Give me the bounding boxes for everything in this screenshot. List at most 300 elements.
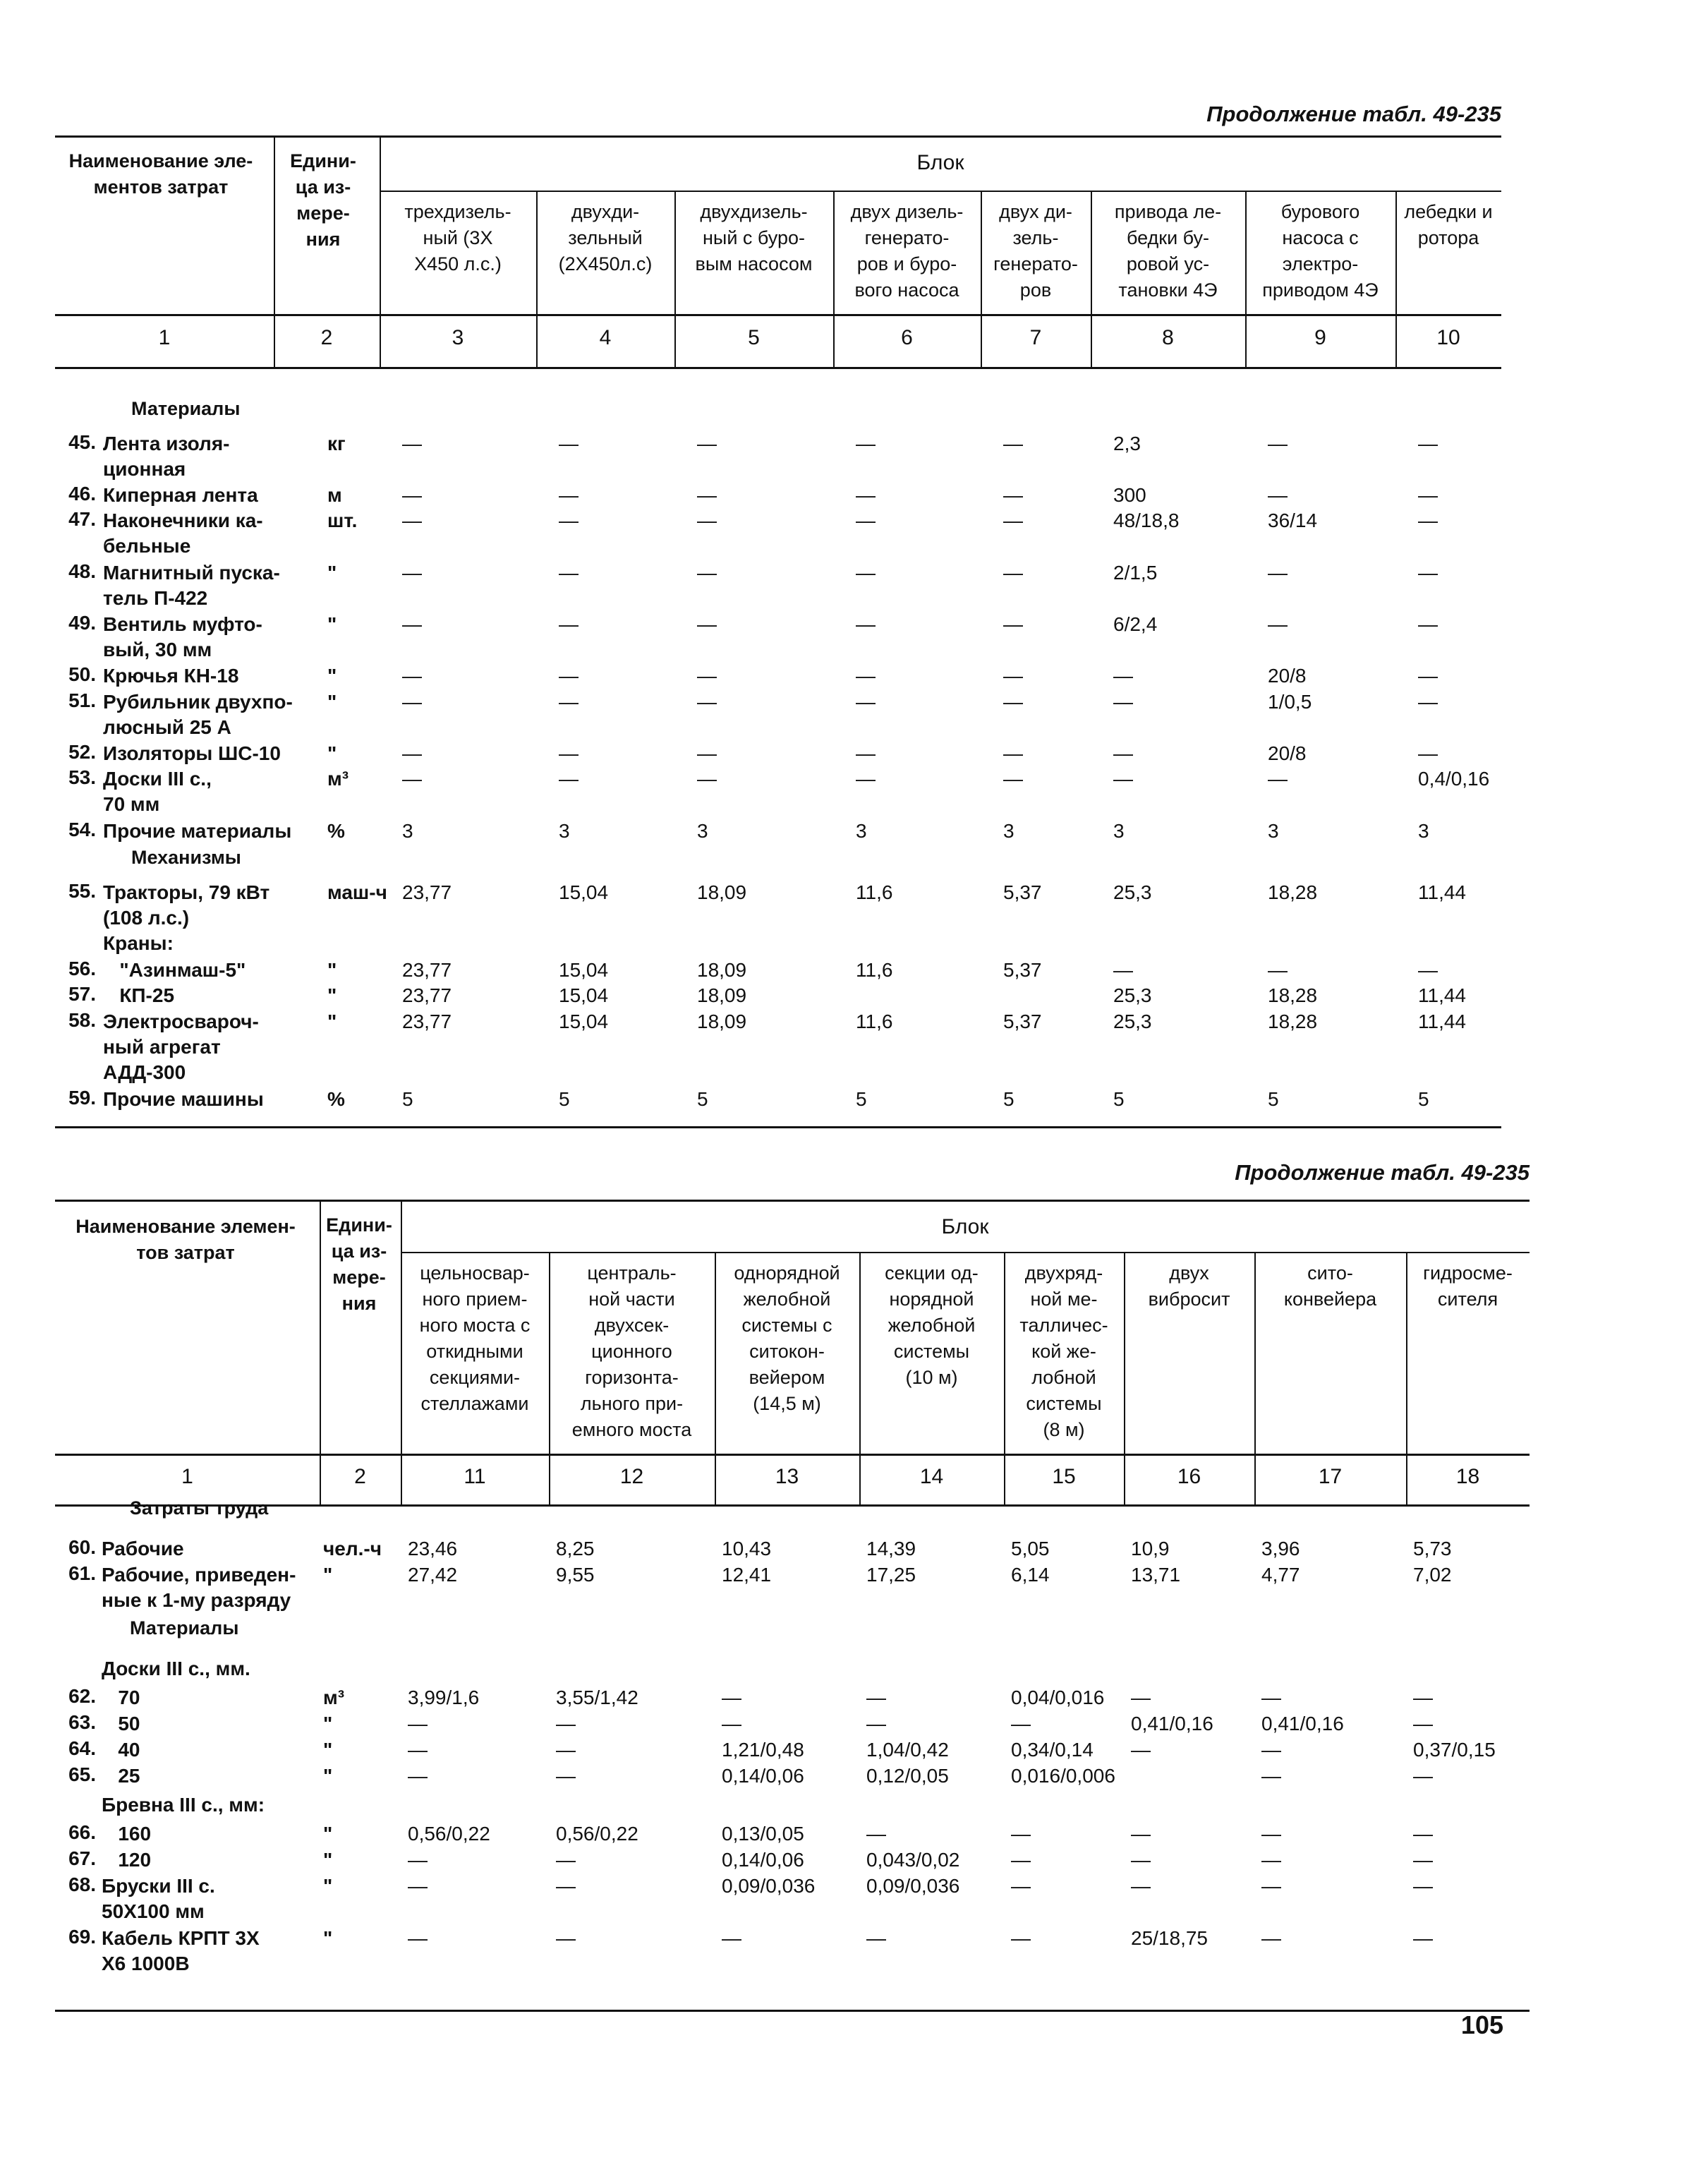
row-value: 0,12/0,05: [866, 1765, 949, 1787]
row-value: 5: [1268, 1087, 1279, 1110]
row-name: Лента изоля- ционная: [103, 432, 230, 480]
row-value: —: [1268, 432, 1288, 454]
row-value: —: [866, 1687, 886, 1708]
row-value: —: [559, 483, 579, 506]
row-value: 0,016/0,006: [1011, 1765, 1115, 1787]
row-name: 25: [102, 1765, 140, 1787]
row-value: —: [559, 509, 579, 532]
row-value: —: [1418, 742, 1438, 764]
row-value: 17,25: [866, 1564, 916, 1586]
row-value: 5: [1418, 1087, 1429, 1110]
header-col-17: сито- конвейера: [1283, 1262, 1377, 1310]
row-number: 67.: [68, 1847, 96, 1869]
row-value: —: [559, 690, 579, 713]
row-value: —: [856, 742, 876, 764]
row-value: —: [402, 561, 422, 584]
section-subtitle: Бревна III с., мм:: [102, 1794, 265, 1816]
row-value: —: [559, 665, 579, 687]
row-value: —: [1113, 742, 1133, 764]
row-name: Рубильник двухпо- люсный 25 А: [103, 690, 293, 738]
column-number: 17: [1318, 1465, 1343, 1488]
row-unit: ": [327, 665, 337, 687]
row-value: —: [1003, 483, 1023, 506]
row-value: —: [1261, 1927, 1281, 1949]
row-value: —: [1418, 509, 1438, 532]
row-unit: м³: [327, 768, 349, 790]
row-value: —: [1418, 958, 1438, 981]
row-value: —: [408, 1713, 428, 1734]
row-value: —: [722, 1713, 741, 1734]
column-number: 7: [1029, 326, 1042, 349]
row-number: 64.: [68, 1737, 96, 1759]
row-unit: ": [323, 1927, 333, 1949]
row-unit: ": [327, 1010, 337, 1032]
row-value: —: [1268, 613, 1288, 635]
row-value: —: [556, 1875, 576, 1897]
row-value: —: [408, 1849, 428, 1871]
row-unit: маш-ч: [327, 881, 387, 903]
row-value: 5: [559, 1087, 570, 1110]
row-unit: чел.-ч: [323, 1538, 382, 1559]
row-unit: ": [323, 1713, 333, 1734]
row-number: 66.: [68, 1821, 96, 1843]
row-value: 20/8: [1268, 665, 1307, 687]
row-number: 57.: [68, 983, 96, 1006]
row-value: —: [1413, 1687, 1433, 1708]
column-number: 12: [619, 1465, 644, 1488]
row-name: Наконечники ка- бельные: [103, 509, 263, 557]
row-value: 12,41: [722, 1564, 772, 1586]
row-value: —: [1418, 690, 1438, 713]
group-rule: [380, 191, 1501, 192]
row-value: —: [1113, 768, 1133, 790]
column-divider: [320, 1200, 321, 1504]
table-bottom-rule: [55, 2010, 1530, 2012]
header-unit: Едини- ца из- мере- ния: [326, 1214, 392, 1314]
row-unit: ": [323, 1849, 333, 1871]
header-bottom-rule: [55, 314, 1501, 316]
row-value: 25,3: [1113, 984, 1152, 1007]
row-value: —: [1131, 1875, 1151, 1897]
row-number: 59.: [68, 1086, 96, 1109]
row-name: Магнитный пуска- тель П-422: [103, 561, 280, 609]
row-value: 20/8: [1268, 742, 1307, 764]
row-value: —: [866, 1823, 886, 1845]
colnum-bottom-rule: [55, 1504, 1530, 1507]
row-number: 53.: [68, 766, 96, 789]
column-divider: [981, 191, 982, 367]
header-bottom-rule: [55, 1454, 1530, 1456]
page-number: 105: [1460, 2010, 1503, 2039]
row-value: —: [697, 483, 717, 506]
row-value: 0,04/0,016: [1011, 1687, 1105, 1708]
row-value: 0,4/0,16: [1418, 768, 1490, 790]
row-number: 48.: [68, 560, 96, 582]
row-value: —: [1413, 1765, 1433, 1787]
row-value: —: [1011, 1823, 1031, 1845]
column-number: 1: [158, 326, 171, 349]
row-value: —: [1268, 561, 1288, 584]
row-value: —: [1003, 768, 1023, 790]
row-value: 3: [559, 819, 570, 842]
row-value: —: [559, 561, 579, 584]
row-name: Кабель КРПТ 3Х Х6 1000В: [102, 1927, 260, 1974]
row-value: —: [1131, 1739, 1151, 1761]
row-value: 0,043/0,02: [866, 1849, 960, 1871]
row-value: —: [1003, 690, 1023, 713]
row-value: —: [856, 613, 876, 635]
row-value: 5: [402, 1087, 413, 1110]
row-value: 5: [1113, 1087, 1125, 1110]
row-value: —: [556, 1713, 576, 1734]
row-number: 45.: [68, 430, 96, 453]
row-name: Крючья КН-18: [103, 665, 239, 687]
row-name: 50: [102, 1713, 140, 1734]
row-value: 8,25: [556, 1538, 595, 1559]
row-name: Рабочие, приведен- ные к 1-му разряду: [102, 1564, 296, 1611]
row-value: —: [697, 665, 717, 687]
row-value: —: [722, 1927, 741, 1949]
header-col-11: цельносвар- ного прием- ного моста с откидными секциями- стеллажами: [419, 1262, 531, 1414]
row-value: —: [408, 1875, 428, 1897]
column-number: 2: [320, 326, 333, 349]
row-value: 23,77: [402, 881, 452, 903]
header-col-5: двухдизель- ный с буро- вым насосом: [695, 201, 813, 274]
row-value: 0,41/0,16: [1261, 1713, 1344, 1734]
row-value: 5,37: [1003, 958, 1042, 981]
row-value: 15,04: [559, 958, 609, 981]
row-value: —: [1261, 1849, 1281, 1871]
row-unit: ": [323, 1739, 333, 1761]
row-value: 0,56/0,22: [408, 1823, 490, 1845]
column-number: 5: [748, 326, 760, 349]
row-value: —: [697, 742, 717, 764]
row-value: 11,6: [856, 881, 893, 903]
row-value: 0,09/0,036: [722, 1875, 816, 1897]
row-value: 5,73: [1413, 1538, 1452, 1559]
row-value: 10,9: [1131, 1538, 1170, 1559]
header-unit: Едини- ца из- мере- ния: [290, 150, 356, 250]
row-value: —: [1011, 1875, 1031, 1897]
row-value: 18,28: [1268, 984, 1318, 1007]
header-col-14: секции од- норядной желобной системы (10 м): [885, 1262, 979, 1388]
row-value: 3: [856, 819, 867, 842]
row-value: —: [1413, 1849, 1433, 1871]
row-unit: ": [323, 1564, 333, 1586]
row-unit: кг: [327, 432, 346, 454]
column-number: 6: [901, 326, 913, 349]
column-divider: [1245, 191, 1247, 367]
row-value: 3: [402, 819, 413, 842]
row-value: —: [402, 613, 422, 635]
row-value: 0,14/0,06: [722, 1765, 804, 1787]
row-unit: ": [327, 984, 337, 1007]
row-value: 5: [697, 1087, 708, 1110]
section-title: Материалы: [130, 1617, 239, 1639]
row-unit: м: [327, 483, 342, 506]
column-number: 18: [1455, 1465, 1480, 1488]
row-value: 1,04/0,42: [866, 1739, 949, 1761]
row-value: —: [1418, 665, 1438, 687]
row-value: —: [1003, 509, 1023, 532]
row-value: —: [856, 690, 876, 713]
row-value: 23,77: [402, 1010, 452, 1032]
row-value: 0,41/0,16: [1131, 1713, 1213, 1734]
row-value: —: [1011, 1849, 1031, 1871]
row-value: 3: [1113, 819, 1125, 842]
row-value: —: [402, 690, 422, 713]
row-value: 5: [856, 1087, 867, 1110]
row-value: —: [1268, 483, 1288, 506]
header-col-12: централь- ной части двухсек- ционного горизонта- льного при- емного моста: [571, 1262, 692, 1440]
row-value: —: [559, 768, 579, 790]
row-number: 61.: [68, 1562, 96, 1584]
header-col-18: гидросме- сителя: [1423, 1262, 1513, 1310]
column-divider: [1395, 191, 1397, 367]
row-value: 3,55/1,42: [556, 1687, 638, 1708]
row-unit: м³: [323, 1687, 345, 1708]
row-value: —: [1261, 1739, 1281, 1761]
section-subtitle: Доски III с., мм.: [102, 1658, 250, 1679]
table-top: [55, 99, 1501, 1129]
row-unit: шт.: [327, 509, 358, 532]
row-value: —: [1418, 613, 1438, 635]
row-value: —: [856, 561, 876, 584]
row-unit: ": [323, 1875, 333, 1897]
row-value: 300: [1113, 483, 1146, 506]
row-value: —: [856, 509, 876, 532]
row-value: —: [408, 1739, 428, 1761]
row-value: —: [856, 768, 876, 790]
row-value: 13,71: [1131, 1564, 1181, 1586]
header-col-3: трехдизель- ный (3Х Х450 л.с.): [404, 201, 511, 274]
row-value: 3: [697, 819, 708, 842]
row-number: 55.: [68, 879, 96, 902]
row-name: Прочие материалы: [103, 819, 292, 842]
row-value: —: [1261, 1765, 1281, 1787]
row-value: 36/14: [1268, 509, 1318, 532]
row-value: —: [1413, 1927, 1433, 1949]
column-divider: [1254, 1253, 1256, 1504]
row-value: 3,96: [1261, 1538, 1300, 1559]
row-value: —: [1261, 1823, 1281, 1845]
row-name: 160: [102, 1823, 152, 1845]
row-value: —: [697, 768, 717, 790]
row-value: —: [866, 1927, 886, 1949]
row-number: 54.: [68, 818, 96, 840]
row-number: 46.: [68, 482, 96, 505]
table-caption: Продолжение табл. 49-235: [1206, 102, 1501, 126]
row-value: 5,37: [1003, 1010, 1042, 1032]
row-value: 11,44: [1418, 984, 1466, 1007]
row-name: Бруски III с. 50X100 мм: [102, 1875, 215, 1922]
row-value: —: [697, 509, 717, 532]
row-value: 3: [1418, 819, 1429, 842]
row-number: 51.: [68, 689, 96, 711]
header-col-4: двухди- зельный (2Х450л.с): [558, 201, 653, 274]
row-value: —: [1113, 690, 1133, 713]
row-number: 65.: [68, 1763, 96, 1785]
row-name: Прочие машины: [103, 1087, 264, 1110]
row-value: —: [559, 613, 579, 635]
table-bottom: [55, 1157, 1530, 2025]
row-value: —: [866, 1713, 886, 1734]
header-top-rule: [55, 1200, 1530, 1202]
section-title: Механизмы: [131, 847, 241, 869]
row-value: —: [556, 1849, 576, 1871]
row-value: 3: [1003, 819, 1014, 842]
row-value: —: [1418, 483, 1438, 506]
row-unit: ": [327, 690, 337, 713]
row-value: —: [856, 665, 876, 687]
row-unit: ": [327, 613, 337, 635]
row-value: —: [1268, 958, 1288, 981]
row-value: 5,37: [1003, 881, 1042, 903]
header-col-6: двух дизель- генерато- ров и буро- вого насоса: [850, 201, 964, 301]
row-value: —: [697, 613, 717, 635]
header-group: Блок: [941, 1215, 989, 1238]
row-value: —: [402, 509, 422, 532]
column-number: 13: [775, 1465, 799, 1488]
row-unit: %: [327, 1087, 345, 1110]
row-value: 18,28: [1268, 881, 1318, 903]
column-divider: [1124, 1253, 1125, 1504]
row-value: —: [556, 1765, 576, 1787]
header-col-7: двух ди- зель- генерато- ров: [993, 201, 1078, 301]
row-value: 18,09: [697, 984, 747, 1007]
row-unit: %: [327, 819, 345, 842]
row-value: 1,21/0,48: [722, 1739, 804, 1761]
row-name: Электросвароч- ный агрегат АДД-300: [103, 1010, 259, 1083]
row-value: 23,77: [402, 958, 452, 981]
row-value: 11,44: [1418, 881, 1466, 903]
row-value: 23,77: [402, 984, 452, 1007]
header-top-rule: [55, 135, 1501, 138]
row-value: 11,44: [1418, 1010, 1466, 1032]
row-value: 4,77: [1261, 1564, 1300, 1586]
row-value: 0,14/0,06: [722, 1849, 804, 1871]
column-number: 16: [1177, 1465, 1201, 1488]
row-value: 0,34/0,14: [1011, 1739, 1094, 1761]
section-title: Затраты труда: [130, 1497, 269, 1519]
column-divider: [1406, 1253, 1407, 1504]
row-value: —: [402, 742, 422, 764]
row-value: 6,14: [1011, 1564, 1050, 1586]
header-name: Наименование элемен- тов затрат: [75, 1216, 296, 1263]
row-value: 2/1,5: [1113, 561, 1158, 584]
row-unit: ": [323, 1765, 333, 1787]
row-value: —: [408, 1765, 428, 1787]
row-value: —: [1003, 742, 1023, 764]
column-number: 10: [1436, 326, 1460, 349]
row-value: 18,28: [1268, 1010, 1318, 1032]
row-value: 1/0,5: [1268, 690, 1312, 713]
row-value: —: [402, 665, 422, 687]
row-value: —: [697, 561, 717, 584]
column-number: 15: [1052, 1465, 1076, 1488]
row-value: 15,04: [559, 1010, 609, 1032]
row-value: 0,09/0,036: [866, 1875, 960, 1897]
row-value: —: [1413, 1875, 1433, 1897]
row-number: 63.: [68, 1711, 96, 1733]
column-number: 8: [1162, 326, 1174, 349]
row-value: —: [1413, 1823, 1433, 1845]
row-number: 49.: [68, 611, 96, 634]
row-unit: ": [327, 561, 337, 584]
row-value: —: [1011, 1713, 1031, 1734]
row-value: —: [1003, 432, 1023, 454]
column-divider: [274, 135, 275, 367]
row-unit: ": [323, 1823, 333, 1845]
row-value: 0,56/0,22: [556, 1823, 638, 1845]
row-name: Вентиль муфто- вый, 30 мм: [103, 613, 262, 660]
row-value: 23,46: [408, 1538, 458, 1559]
row-value: —: [697, 432, 717, 454]
row-value: —: [722, 1687, 741, 1708]
row-value: 18,09: [697, 881, 747, 903]
row-value: 25,3: [1113, 1010, 1152, 1032]
column-divider: [549, 1253, 550, 1504]
row-number: 62.: [68, 1685, 96, 1707]
row-value: —: [856, 483, 876, 506]
row-name: 70: [102, 1687, 140, 1708]
row-name: Киперная лента: [103, 483, 258, 506]
row-value: 11,6: [856, 1010, 893, 1032]
row-unit: ": [327, 742, 337, 764]
column-divider: [715, 1253, 716, 1504]
row-name: Доски III с., 70 мм: [103, 768, 212, 816]
row-value: 14,39: [866, 1538, 916, 1559]
row-value: —: [697, 690, 717, 713]
header-group: Блок: [916, 151, 964, 174]
row-value: 11,6: [856, 958, 893, 981]
column-number: 4: [599, 326, 612, 349]
row-value: —: [402, 483, 422, 506]
column-divider: [380, 135, 381, 367]
row-value: —: [1261, 1875, 1281, 1897]
row-value: 18,09: [697, 1010, 747, 1032]
column-number: 3: [452, 326, 464, 349]
row-value: —: [1003, 561, 1023, 584]
row-number: 56.: [68, 957, 96, 979]
column-divider: [674, 191, 676, 367]
header-col-8: привода ле- бедки бу- ровой ус- тановки 4Э: [1114, 201, 1222, 301]
row-value: 18,09: [697, 958, 747, 981]
column-divider: [536, 191, 538, 367]
row-number: 47.: [68, 508, 96, 531]
row-value: —: [1261, 1687, 1281, 1708]
group-rule: [401, 1252, 1530, 1253]
header-col-13: однорядной желобной системы с ситокон- вейером (14,5 м): [734, 1262, 840, 1414]
row-value: —: [1413, 1713, 1433, 1734]
column-divider: [833, 191, 835, 367]
row-value: —: [856, 432, 876, 454]
colnum-bottom-rule: [55, 367, 1501, 369]
row-value: —: [402, 768, 422, 790]
row-value: 2,3: [1113, 432, 1141, 454]
row-value: 3,99/1,6: [408, 1687, 480, 1708]
row-value: —: [1418, 561, 1438, 584]
column-number: 2: [354, 1465, 366, 1488]
row-value: —: [559, 742, 579, 764]
column-divider: [1004, 1253, 1005, 1504]
row-name: КП-25: [103, 984, 175, 1007]
row-value: 7,02: [1413, 1564, 1452, 1586]
column-number: 11: [464, 1465, 486, 1488]
row-name: 120: [102, 1849, 152, 1871]
row-value: 10,43: [722, 1538, 772, 1559]
table-caption: Продолжение табл. 49-235: [1235, 1160, 1530, 1185]
